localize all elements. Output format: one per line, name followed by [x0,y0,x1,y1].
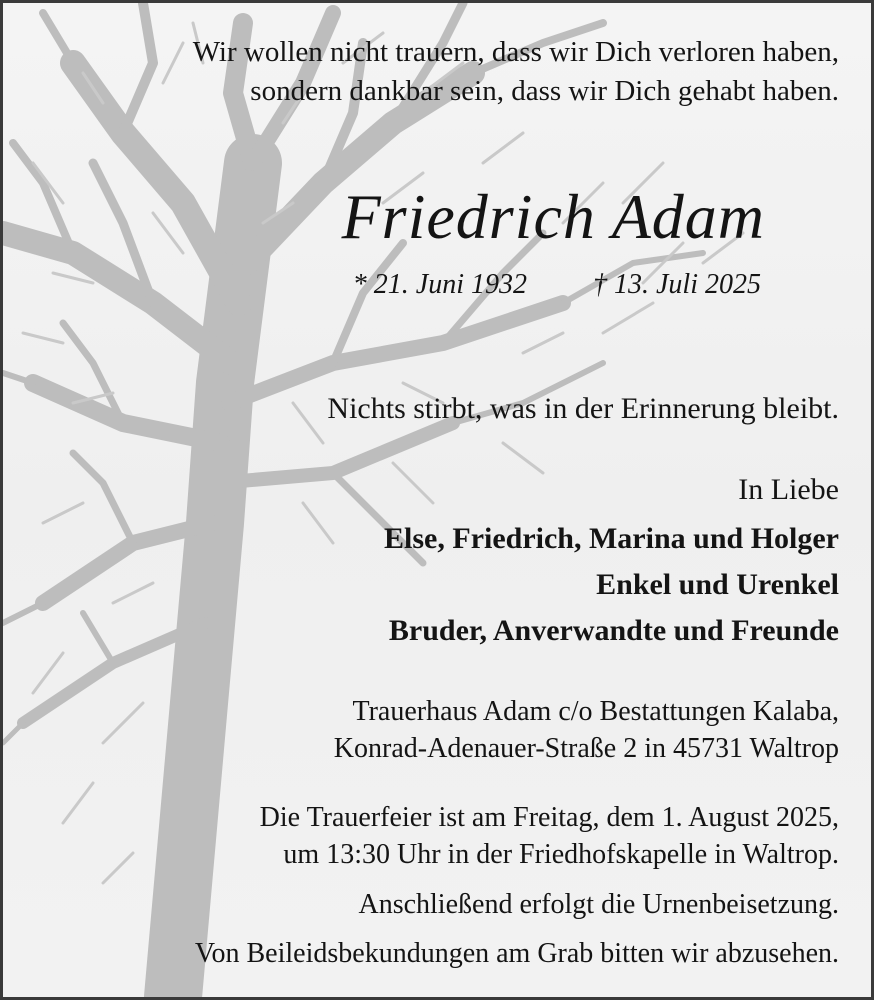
death-date: † 13. Juli 2025 [593,269,761,300]
mourning-address [334,693,839,767]
family-line: Else, Friedrich, Marina und Holger [384,522,839,555]
condolence-note: Von Beileidsbekundungen am Grab bitten wir abzusehen. [194,938,839,969]
farewell-phrase: In Liebe [738,473,839,506]
memorial-saying: Nichts stirbt, was in der Erinnerung bleibt. [327,392,839,425]
family-line: Enkel und Urenkel [596,568,839,601]
ceremony-line: Die Trauerfeier ist am Freitag, dem 1. August 2025, [259,802,839,833]
family-line: Bruder, Anverwandte und Freunde [388,614,839,647]
birth-date: * 21. Juni 1932 [352,269,527,300]
address-line: Trauerhaus Adam c/o Bestattungen Kalaba, [352,696,839,727]
motto-line: Wir wollen nicht trauern, dass wir Dich verloren haben, [192,36,839,68]
urn-burial-note: Anschließend erfolgt die Urnenbeisetzung. [358,889,839,920]
funeral-ceremony-info [260,799,839,873]
family-names [384,516,839,654]
motto [193,33,839,111]
motto-line: sondern dankbar sein, dass wir Dich gehabt haben. [250,75,839,107]
ceremony-line: um 13:30 Uhr in der Friedhofskapelle in Waltrop. [283,839,839,870]
life-dates [353,265,761,305]
deceased-name: Friedrich Adam [341,181,765,252]
address-line: Konrad-Adenauer-Straße 2 in 45731 Waltrop [333,733,839,764]
